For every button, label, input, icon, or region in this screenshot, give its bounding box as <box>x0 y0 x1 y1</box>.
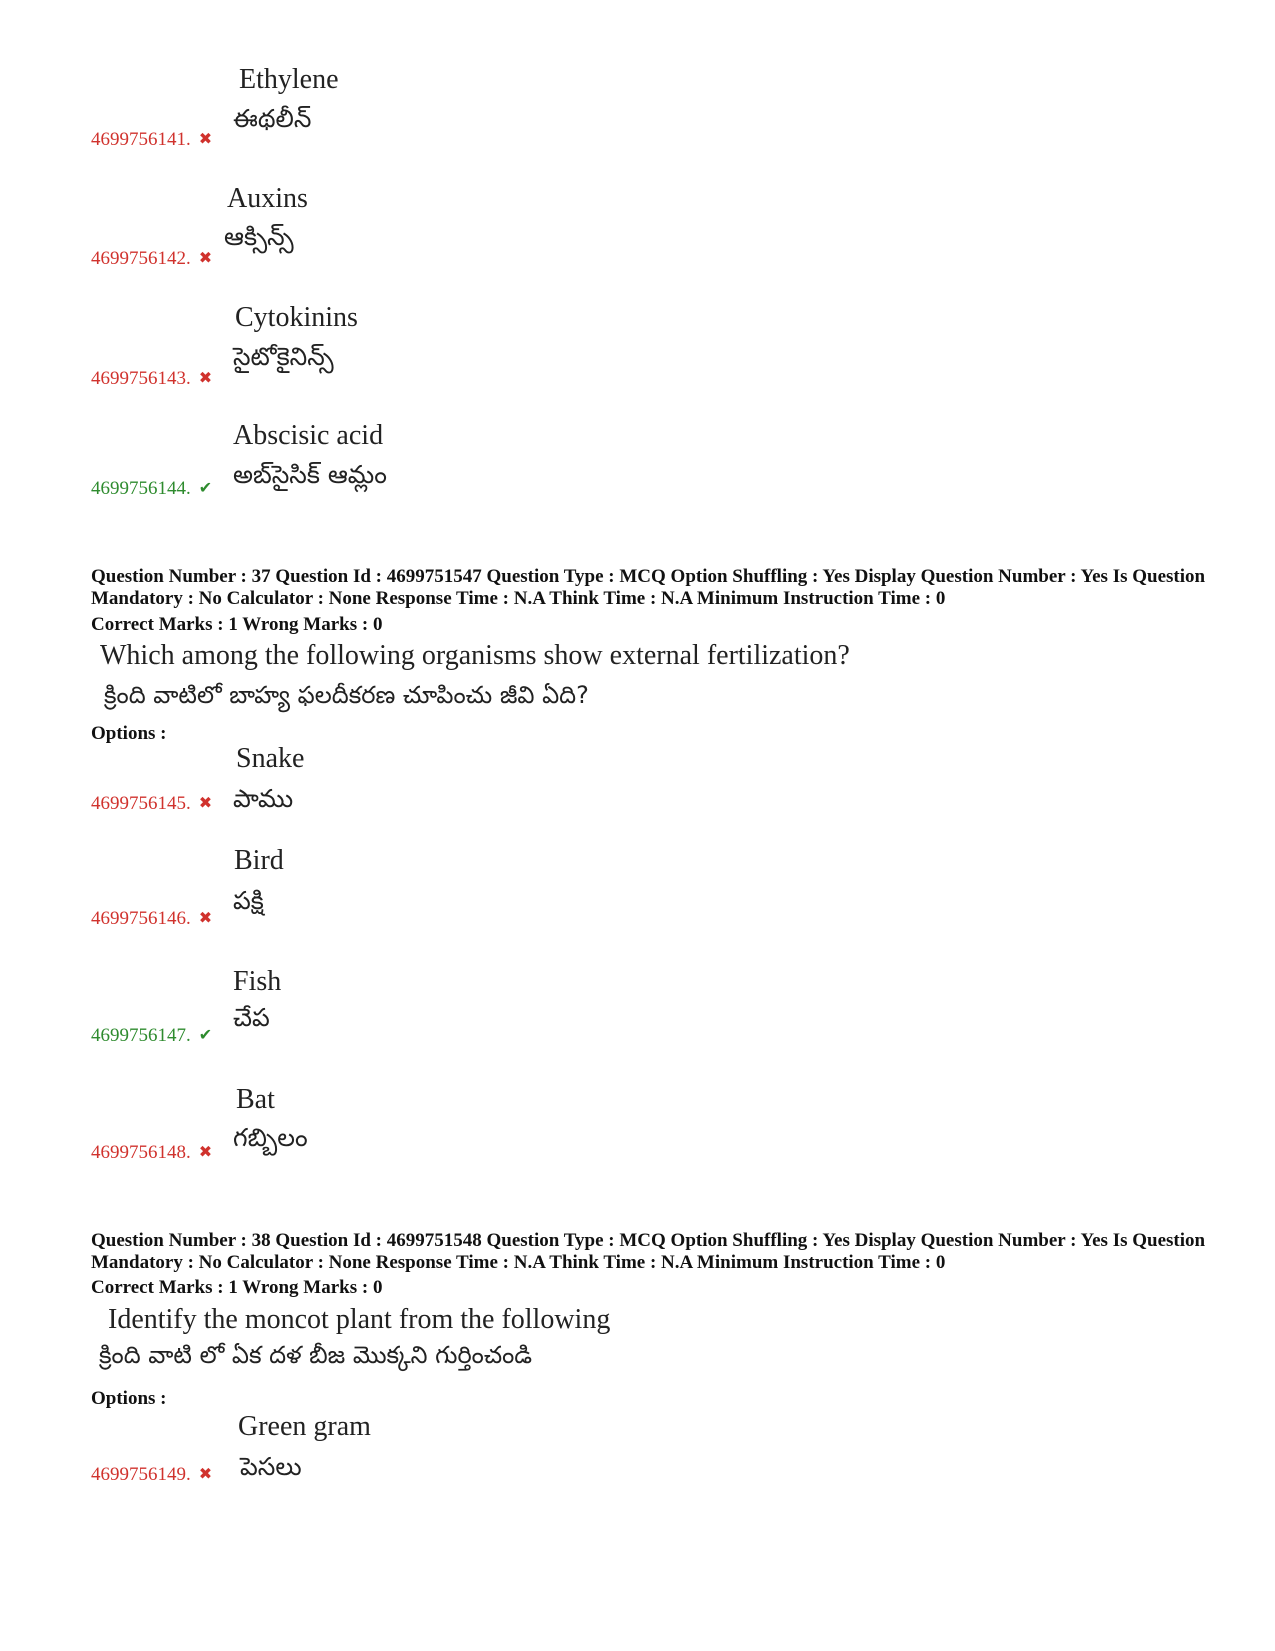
option-id: 4699756149. ✖ <box>91 1464 213 1485</box>
option-text-te: పాము <box>233 784 294 813</box>
option-text-te: గబ్బిలం <box>233 1123 308 1152</box>
option-id: 4699756145. ✖ <box>91 793 213 814</box>
option-id: 4699756141. ✖ <box>91 129 213 150</box>
option-text-en: Snake <box>236 743 305 774</box>
option-text-en: Ethylene <box>239 64 339 95</box>
option-text-en: Auxins <box>227 183 308 214</box>
option-text-en: Bird <box>234 845 284 876</box>
option-id: 4699756144. ✔ <box>91 478 213 499</box>
option-id: 4699756142. ✖ <box>91 248 213 269</box>
check-icon: ✔ <box>198 480 213 497</box>
question-marks: Correct Marks : 1 Wrong Marks : 0 <box>91 1277 383 1298</box>
question-text-en: Identify the moncot plant from the following <box>108 1304 611 1335</box>
option-text-en: Bat <box>236 1084 275 1115</box>
options-label: Options : <box>91 723 167 744</box>
cross-icon: ✖ <box>198 250 213 267</box>
option-text-en: Abscisic acid <box>233 420 384 451</box>
option-text-en: Cytokinins <box>235 302 358 333</box>
cross-icon: ✖ <box>198 1466 213 1483</box>
cross-icon: ✖ <box>198 131 213 148</box>
cross-icon: ✖ <box>198 370 213 387</box>
option-text-te: సైటోకైనిన్స్ <box>233 342 334 371</box>
check-icon: ✔ <box>198 1027 213 1044</box>
question-meta: Question Number : 38 Question Id : 4699751548 Question Type : MCQ Option Shuffling : Yes Display Question Number : Yes Is Question Mandatory : No Calculator : None Response Time : N.A Think Time : N.A Minimum Instruction Time : 0 <box>91 1230 1206 1273</box>
option-id: 4699756146. ✖ <box>91 908 213 929</box>
option-text-te: పెసలు <box>240 1452 302 1481</box>
question-text-te: క్రింది వాటిలో బాహ్య ఫలదీకరణ చూపించు జీవి ఏది? <box>104 681 589 709</box>
options-label: Options : <box>91 1388 167 1409</box>
option-text-te: పక్షి <box>233 886 264 915</box>
option-text-te: చేప <box>233 1003 270 1032</box>
cross-icon: ✖ <box>198 1144 213 1161</box>
option-id: 4699756147. ✔ <box>91 1025 213 1046</box>
question-marks: Correct Marks : 1 Wrong Marks : 0 <box>91 614 383 635</box>
question-meta: Question Number : 37 Question Id : 4699751547 Question Type : MCQ Option Shuffling : Yes Display Question Number : Yes Is Question Mandatory : No Calculator : None Response Time : N.A Think Time : N.A Minimum Instruction Time : 0 <box>91 566 1206 609</box>
question-text-te: క్రింది వాటి లో ఏక దళ బీజ మొక్కని గుర్తించండి <box>99 1341 533 1369</box>
option-id: 4699756143. ✖ <box>91 368 213 389</box>
option-text-te: అబ్‌సైసిక్ ఆమ్లం <box>233 460 387 489</box>
cross-icon: ✖ <box>198 910 213 927</box>
option-text-te: ఈథలీన్ <box>233 104 312 133</box>
cross-icon: ✖ <box>198 795 213 812</box>
option-id: 4699756148. ✖ <box>91 1142 213 1163</box>
option-text-en: Green gram <box>238 1411 371 1442</box>
question-text-en: Which among the following organisms show external fertilization? <box>100 640 850 671</box>
option-text-en: Fish <box>233 966 282 997</box>
option-text-te: ఆక్సిన్స్ <box>224 222 294 251</box>
